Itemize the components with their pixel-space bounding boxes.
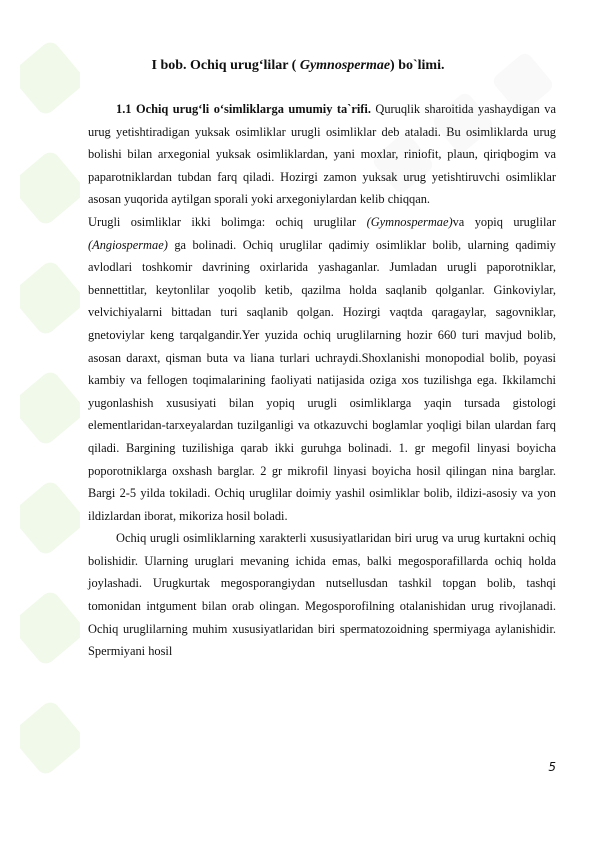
paragraph-1	[88, 98, 556, 211]
page-number: 5	[548, 760, 556, 774]
paragraph-3: Ochiq urugli osimliklarning xarakterli xususiyatlaridan biri urug va urug kurtakni ochiq bolishidir. Ularning uruglari mevaning ichida emas, balki megosporafillarda ochiq holda joylashadi. Urugkurtak megosporangiydan nutsellusdan tashkil topgan bolib, tashqi tomonidan intgument bilan orab olingan. Megosporofilning otalanishidan urug rivojlanadi. Ochiq uruglilarning muhim xususiyatlaridan biri spermatozoidning spermiyaga aylanishidir. Spermiyani hosil	[88, 531, 556, 659]
title-suffix: ) bo`limi.	[390, 58, 445, 73]
latin-gymnospermae: (Gymnospermae)	[366, 214, 453, 229]
paragraph-2-part-2: va yopiq uruglilar	[452, 214, 557, 229]
section-heading: 1.1 Ochiq urug‘li o‘simliklarga umumiy ta`rifi.	[116, 102, 371, 116]
paragraph-2-part-3: ga bolinadi. Ochiq uruglilar qadimiy osimliklar bolib, ularning qadimiy avlodlari toshkomir davrining oxirlarida yashaganlar. Jumladan urugli paporotniklar, bennettitlar, keytonlilar yoqolib ketib, qazilma holda saqlanib qolganlar. Ginkoviylar, velvichiyalarni bittadan turi saqlanib qolgan. Hozirgi vaqtda qaragaylar, sagovniklar, gnetoviylar keng tarqalgandir.Yer yuzida ochiq uruglilarning hozir 660 turi mavjud bolib, asosan daraxt, qisman buta va liana turlari uchraydi.Shoxlanishi monopodial bolib, poyasi kambiy va fellogen toqimalarining faoliyati natijasida oziga xos tuzilishga ega. Ikkilamchi yugonlashish xususiyati bilan yopiq urugli osimliklarga yaqin tursada gistologi elementlaridan-tarxeyalardan tuzilganligi va otkazuvchi boglamlar yoqligi bilan ulardan farq qiladi. Bargining tuzilishiga qarab ikki guruhga bolinadi. 1. gr megofil linyasi boyicha poporotniklarga oxshash barglar. 2 gr mikrofil linyasi boyicha hosil qilingan nina barglar. Bargi 2-5 yilda tokiladi. Ochiq uruglilar doimiy yashil osimliklar bolib, ildizi-asosiy va yon ildizlardan iborat, mikoriza hosil boladi.	[88, 237, 556, 523]
paragraph-2-part-1: Urugli osimliklar ikki bolimga: ochiq uruglilar	[88, 214, 367, 229]
watermark-decoration	[20, 40, 80, 800]
paragraph-1-text: Quruqlik sharoitida yashaydigan va urug yetishtiradigan yuksak osimliklar urugli osimliklar deb ataladi. Bu osimliklarda urug bolishi bilan arxegonial yuksak osimliklardan, yani moxlar, riniofit, plaun, qiriqbogim va paparotniklardan tubdan farq qiladi. Hozirgi zamon yuksak urug yetishtiruvchi osimliklar asosan yuqorida aytilgan sporali yoki arxegoniylardan kelib chiqqan.	[88, 102, 556, 207]
chapter-title	[0, 58, 596, 74]
latin-angiospermae: (Angiospermae)	[88, 237, 168, 252]
title-latin-name: Gymnospermae	[299, 58, 391, 73]
body-text	[88, 98, 556, 663]
title-prefix: I bob. Ochiq urug‘lilar (	[151, 58, 300, 73]
paragraph-2	[88, 211, 556, 527]
